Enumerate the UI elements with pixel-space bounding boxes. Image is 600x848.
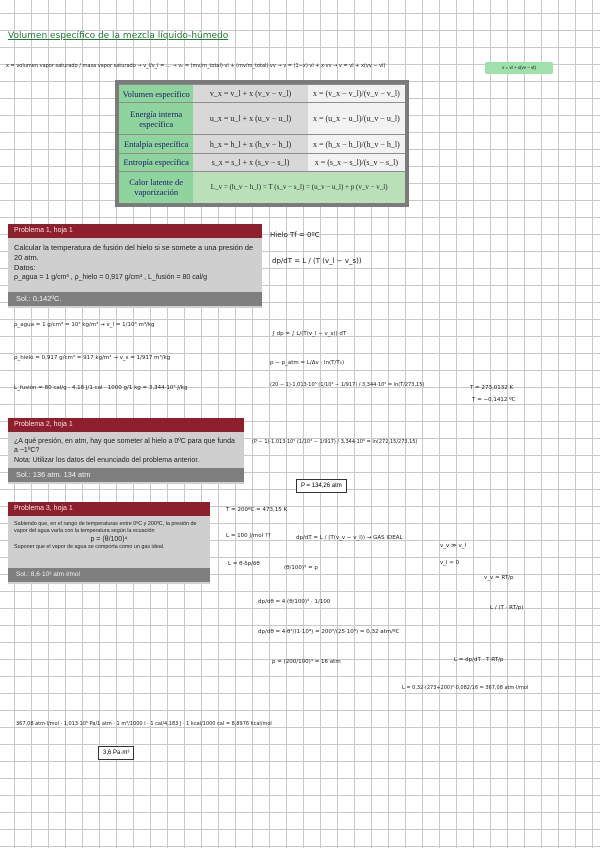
row-name: Energía interna específica xyxy=(119,103,193,135)
problem-1-body xyxy=(14,243,256,282)
volume-assumption: v_v ≫ v_l xyxy=(440,543,467,549)
problem-3-text: Sabiendo que, en el rango de temperaturas entre 0ºC y 200ºC, la presión de vapor del agua varía con la temperatura según la ecuación xyxy=(14,521,197,535)
derivative-value: dp/dθ = 4·θ³/(1·10⁸) = 200³/(25·10⁶) = 0,32 atm/ºC xyxy=(258,629,400,635)
row-name: Calor latente de vaporización xyxy=(119,171,193,203)
highlighted-formula: v = vl + x(vv − vl) xyxy=(485,62,553,74)
result-celsius: T = −0,1412 ºC xyxy=(472,397,516,403)
problem-2-text: ¿A qué presión, en atm, hay que someter al hielo a 0ºC para que funda a −1ºC? xyxy=(14,438,235,455)
latent-heat-result: L = 0,32·(273+200)²·0,082/16 = 367,08 atm·l/mol xyxy=(402,685,529,691)
liquid-volume-zero: v_l ≈ 0 xyxy=(440,560,460,566)
ice-fusion-note: Hielo Tf = 0ºC xyxy=(270,231,320,239)
water-density-note: ρ_agua = 1 g/cm³ = 10³ kg/m³ → v_l = 1/10³ m³/kg xyxy=(14,322,155,328)
table-row xyxy=(119,171,405,203)
problem-3-extra: Suponer que el vapor de agua se comporta como un gas ideal. xyxy=(14,544,165,551)
problem-2-solution: Sol.: 136 atm. 134 atm xyxy=(8,468,244,482)
temperature-note: T = 200ºC = 473,15 K xyxy=(226,507,288,513)
property-table xyxy=(115,80,409,207)
problem-2-note: Nota: Utilizar los datos del enunciado del problema anterior. xyxy=(14,456,200,464)
row-quality: x = (h_x − h_l)/(h_v − h_l) xyxy=(308,135,405,153)
problem-1-data-label: Datos: xyxy=(14,262,36,272)
row-quality: x = (u_x − u_l)/(u_v − u_l) xyxy=(308,103,405,135)
substitution-note: (20 − 1)·1,013·10⁵ (1/10³ − 1/917) / 3,344·10⁵ = ln(T/273,15) xyxy=(270,382,425,388)
unit-conversion: 367,08 atm·l/mol · 1,013·10⁵ Pa/1 atm · 1 m³/1000 l · 1 cal/4,183 J · 1 kcal/1000 cal = 8,8976 kcal/mol xyxy=(16,721,272,727)
row-quality: x = (v_x − v_l)/(v_v − v_l) xyxy=(308,85,405,103)
latent-heat-note: L_fusión = 80 cal/g · 4,18 J/1 cal · 1000 g/1 kg = 3,344·10⁵ J/kg xyxy=(14,385,188,391)
problem-3-card xyxy=(8,502,210,584)
latent-heat-def: L = θ·δp/δθ xyxy=(228,561,260,567)
derivative-note: dp/dθ = 4 (θ/100)³ · 1/100 xyxy=(258,599,331,605)
problem-1-card xyxy=(8,224,262,308)
latent-heat-solved: L = dp/dT · T·RT/p xyxy=(454,657,504,663)
table-row xyxy=(119,103,405,135)
latent-heat-fraction: L / (T · RT/p) xyxy=(490,605,524,611)
problem-2-equation: (P − 1)·1,013·10⁵ (1/10³ − 1/917) / 3,344·10⁵ = ln(272,15/273,15) xyxy=(252,439,418,445)
table-row xyxy=(119,153,405,171)
latent-heat-question: L = 100 J/mol ?? xyxy=(226,533,271,539)
problem-1-text: Calcular la temperatura de fusión del hielo si se somete a una presión de 20 atm. xyxy=(14,243,254,262)
problem-3-formula: p = (θ/100)⁴ xyxy=(90,536,128,544)
table-row xyxy=(119,85,405,103)
row-expression: h_x = h_l + x (h_v − h_l) xyxy=(193,135,307,153)
page-title: Volumen específico de la mezcla líquido-húmedo xyxy=(8,31,229,41)
problem-1-header: Problema 1, hoja 1 xyxy=(8,224,262,238)
row-expression: v_x = v_l + x (v_v − v_l) xyxy=(193,85,307,103)
integral-note: ∫ dp = ∫ L/(T(v_l − v_s)) dT xyxy=(272,331,347,337)
clapeyron-equation: dp/dT = L / (T (v_l − v_s)) xyxy=(272,257,362,265)
problem-2-header: Problema 2, hoja 1 xyxy=(8,418,244,432)
problem-3-solution: Sol.: 8,6·10³ atm·l/mol xyxy=(8,568,210,582)
integrated-form-note: p − p_atm = L/Δv · ln(T/T₀) xyxy=(270,360,345,366)
problem-2-card xyxy=(8,418,244,484)
problem-2-answer-box: P = 134,26 atm xyxy=(296,479,347,493)
problem-3-header: Problema 3, hoja 1 xyxy=(8,502,210,516)
problem-3-body xyxy=(14,521,204,551)
problem-2-body xyxy=(14,437,238,465)
table-row xyxy=(119,135,405,153)
row-name: Entalpía específica xyxy=(119,135,193,153)
row-expression: L_v = (h_v − h_l) = T (s_v − s_l) = (u_v − u_l) + p (v_v − v_l) xyxy=(193,171,405,203)
row-name: Entropía específica xyxy=(119,153,193,171)
final-answer-box: 3,6 Pa·m³ xyxy=(98,746,134,760)
pressure-law: (θ/100)⁴ = p xyxy=(284,565,318,571)
clapeyron-gas-ideal: dp/dT = L / (T(v_v − v_l)) → GAS IDEAL xyxy=(296,535,403,541)
pressure-value: p = (200/100)⁴ = 16 atm xyxy=(272,659,341,665)
ideal-gas-volume: v_v = RT/p xyxy=(484,575,514,581)
row-expression: s_x = s_l + x (s_v − s_l) xyxy=(193,153,307,171)
problem-1-solution: Sol.: 0,142ºC. xyxy=(8,292,262,306)
row-name: Volumen específico xyxy=(119,85,193,103)
result-kelvin: T = 273,0132 K xyxy=(470,385,514,391)
row-expression: u_x = u_l + x (u_v − u_l) xyxy=(193,103,307,135)
problem-1-data: ρ_agua = 1 g/cm³ , ρ_hielo = 0,917 g/cm³ , L_fusión = 80 cal/g xyxy=(14,273,207,281)
top-formula: x = volumen vapor saturado / masa vapor saturado → v_l/v_l = … → vₕ = (mv/m_total)·vl + (mv/m_total)·vv → v = (1−x)·vl + x·vv → v = vl + x(vv − vl) xyxy=(6,63,386,69)
row-quality: x = (s_x − s_l)/(s_v − s_l) xyxy=(308,153,405,171)
ice-density-note: ρ_hielo = 0,917 g/cm³ = 917 kg/m³ → v_s = 1/917 m³/kg xyxy=(14,355,171,361)
